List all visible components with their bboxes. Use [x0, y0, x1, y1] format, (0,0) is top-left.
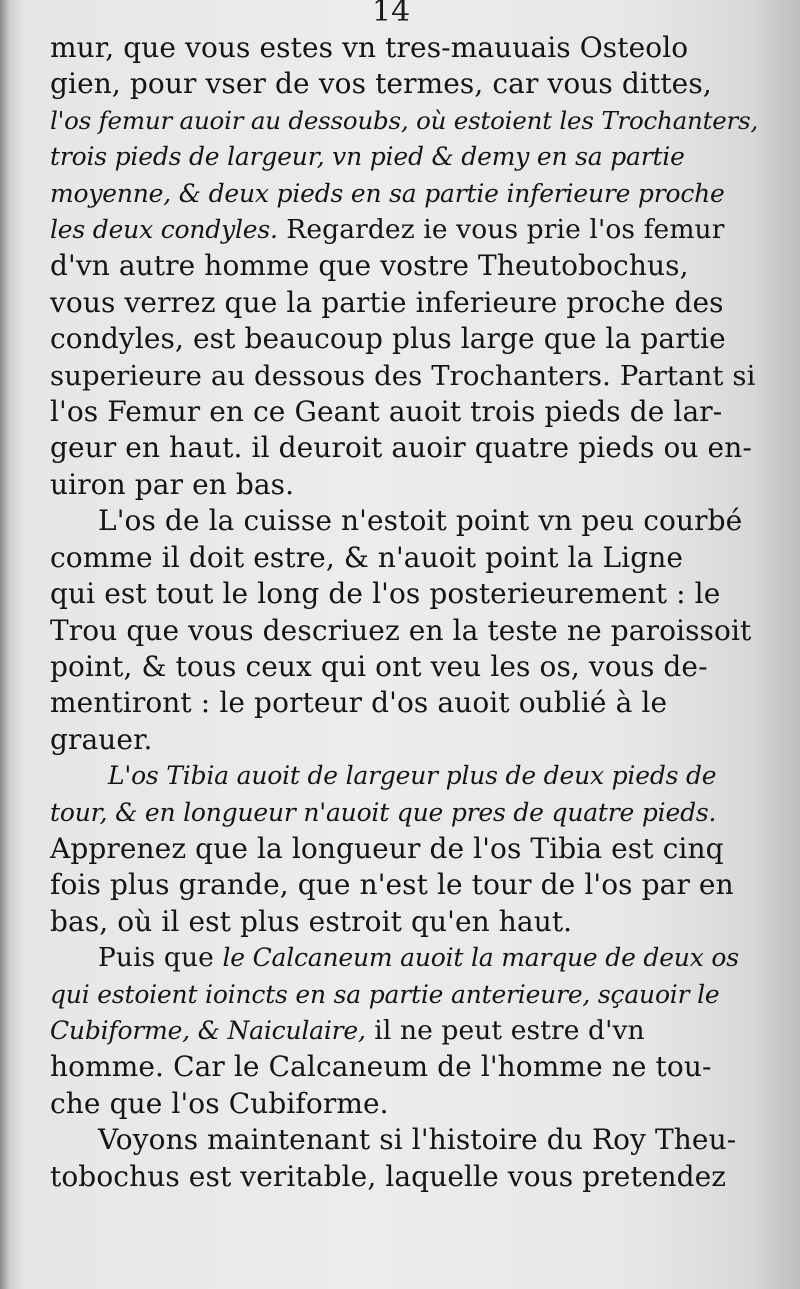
roman-segment: Voyons maintenant si l'histoire du Roy Theu- [98, 1123, 737, 1157]
text-line [50, 103, 759, 139]
text-line [50, 685, 740, 721]
text-line [50, 139, 740, 175]
text-line [50, 1159, 740, 1195]
text-line [50, 212, 740, 248]
roman-segment: bas, où il est plus estroit qu'en haut. [50, 904, 573, 938]
text-line [50, 758, 740, 794]
roman-segment: grauer. [50, 722, 153, 756]
italic-segment: les deux condyles. [50, 215, 278, 245]
text-line [50, 540, 740, 576]
text-line [50, 394, 740, 430]
text-line [50, 358, 756, 394]
text-line [50, 66, 740, 102]
roman-segment: Trou que vous descriuez en la teste ne paroissoit [50, 613, 752, 647]
roman-segment: d'vn autre homme que vostre Theutobochus, [50, 249, 689, 283]
roman-segment: mur, que vous estes vn tres-mauuais Osteolo [50, 31, 689, 64]
text-line [50, 1013, 740, 1049]
roman-segment: point, & tous ceux qui ont veu les os, vous de- [50, 649, 708, 683]
italic-segment: trois pieds de largeur, vn pied & demy en sa partie [50, 142, 685, 172]
page-number: 14 [372, 0, 411, 29]
italic-segment: qui estoient ioincts en sa partie anterieure, sçauoir le [50, 979, 720, 1009]
roman-segment: condyles, est beaucoup plus large que la partie [50, 322, 726, 356]
text-block [50, 30, 759, 1195]
text-line [50, 867, 740, 903]
roman-segment: mentiront : le porteur d'os auoit oublié à le [50, 686, 668, 720]
text-line [50, 649, 740, 685]
text-line [50, 430, 752, 466]
roman-segment: gien, pour vser de vos termes, car vous dittes, [50, 67, 712, 101]
italic-segment: le Calcaneum auoit la marque de deux os [222, 943, 739, 973]
roman-segment: L'os de la cuisse n'estoit point vn peu courbé [98, 504, 743, 538]
text-line [50, 722, 740, 758]
roman-segment: Apprenez que la longueur de l'os Tibia est cinq [50, 831, 724, 865]
roman-segment: uiron par en bas. [50, 467, 295, 501]
text-line [50, 831, 740, 867]
text-line [50, 176, 740, 212]
italic-segment: L'os Tibia auoit de largeur plus de deux pieds de [108, 761, 717, 791]
text-line [50, 576, 740, 612]
text-line [50, 285, 740, 321]
text-line [50, 1122, 740, 1158]
roman-segment: superieure au dessous des Trochanters. Partant si [50, 359, 756, 392]
roman-segment: Regardez ie vous prie l'os femur [277, 214, 725, 246]
text-line [50, 940, 740, 976]
roman-segment: che que l'os Cubiforme. [50, 1086, 389, 1120]
text-line [50, 795, 740, 831]
text-line [50, 467, 740, 503]
text-line [50, 904, 740, 940]
text-line [50, 503, 743, 539]
roman-segment: geur en haut. il deuroit auoir quatre pieds ou en- [50, 431, 752, 465]
text-line [50, 1049, 740, 1085]
text-line [50, 248, 740, 284]
roman-segment: Puis que [98, 942, 223, 974]
roman-segment: comme il doit estre, & n'auoit point la Ligne [50, 540, 684, 574]
italic-segment: moyenne, & deux pieds en sa partie inferieure proche [50, 178, 725, 208]
italic-segment: tour, & en longueur n'auoit que pres de quatre pieds. [50, 797, 717, 827]
italic-segment: Cubiforme, & Naiculaire, [50, 1015, 366, 1045]
roman-segment: tobochus est veritable, laquelle vous pretendez [50, 1159, 727, 1193]
roman-segment: homme. Car le Calcaneum de l'homme ne tou- [50, 1050, 712, 1084]
italic-segment: l'os femur auoir au dessoubs, où estoient les Trochanters, [50, 105, 759, 135]
roman-segment: il ne peut estre d'vn [365, 1014, 645, 1046]
text-line [50, 613, 752, 649]
roman-segment: l'os Femur en ce Geant auoit trois pieds de lar- [50, 395, 723, 429]
text-line [50, 977, 740, 1013]
text-line [50, 30, 740, 66]
text-line [50, 1086, 740, 1122]
roman-segment: qui est tout le long de l'os posterieurement : le [50, 577, 721, 611]
text-line [50, 321, 740, 357]
roman-segment: fois plus grande, que n'est le tour de l'os par en [50, 868, 734, 902]
roman-segment: vous verrez que la partie inferieure proche des [50, 285, 724, 319]
